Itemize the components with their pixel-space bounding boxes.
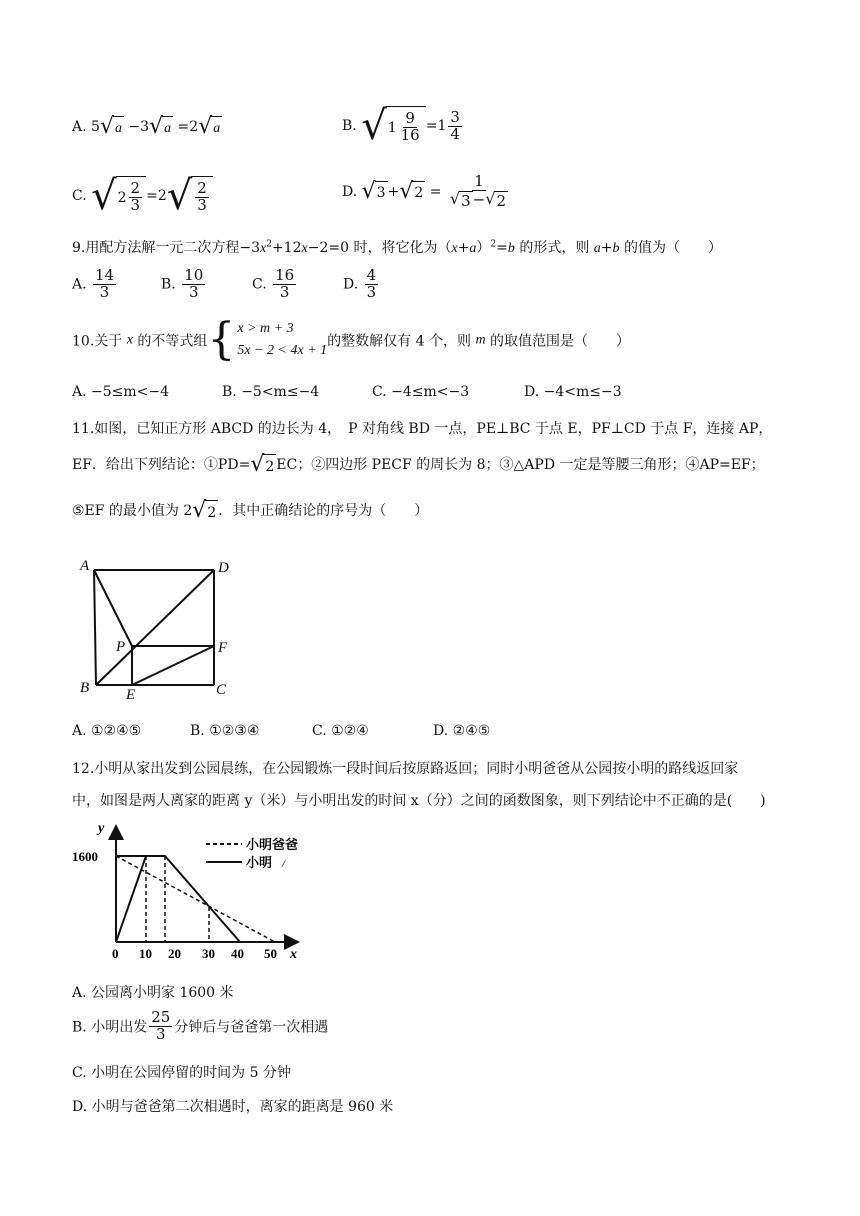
q11-line-1: 11.如图，已知正方形 ABCD 的边长为 4， P 对角线 BD 一点，PE⊥BC 于点 E，PF⊥CD 于点 F，连接 AP， (72, 421, 773, 437)
label-d: D (218, 560, 229, 576)
q9-option-a: A. $\frac{14}{3}$ (72, 266, 115, 301)
q10-option-c: C. −4≤m<−3 (372, 384, 470, 400)
q11-option-d: D. ②④⑤ (433, 723, 491, 739)
segment-ef (132, 646, 214, 685)
q12-option-b: B. 小明出发 $\frac{25}{3}$ 分钟后与爸爸第一次相遇 (72, 1008, 329, 1043)
q11-line-2: EF．给出下列结论：①PD= √ 2 EC；②四边形 PECF 的周长为 8；③△APD 一定是等腰三角形；④AP=EF； (72, 452, 765, 477)
q12-line-1: 12.小明从家出发到公园晨练，在公园锻炼一段时间后按原路返回；同时小明爸爸从公园按小明的路线返回家 (72, 761, 739, 777)
q12-option-d: D. 小明与爸爸第二次相遇时，离家的距离是 960 米 (72, 1099, 394, 1115)
y-tick-1600: 1600 (72, 849, 98, 864)
legend-ming: 小明 (246, 855, 273, 870)
q9-stem: 9.用配方法解一元二次方程$-3x^2+12x-2=0$ 时，将它化为$(x+a)^2=b$ 的形式，则 a+b 的值为（ ） (72, 239, 722, 256)
q11-line-3: ⑤EF 的最小值为 2 √ 2 ．其中正确结论的序号为（ ） (72, 498, 429, 523)
label-f: F (218, 640, 228, 656)
label-e: E (126, 687, 136, 702)
label-a: A (80, 558, 90, 574)
x-tick-30: 30 (202, 946, 215, 961)
q9-option-c: C. $\frac{16}{3}$ (252, 266, 295, 301)
legend-dad: 小明爸爸 (246, 837, 299, 852)
y-axis-label: y (98, 821, 105, 836)
q10-stem: 10.关于 x 的不等式组 { x > m + 3 5x − 2 < 4x + 1 的整数解仅有 4 个，则 m 的取值范围是（ ） (72, 314, 631, 366)
q11-option-b: B. ①②③④ (190, 723, 260, 739)
square-figure (72, 552, 242, 702)
series-ming-line (116, 856, 240, 942)
label-b: B (80, 680, 90, 696)
diagonal-bd (96, 570, 214, 685)
distance-time-graph (70, 818, 320, 968)
q10-option-d: D. −4<m≤−3 (524, 384, 622, 400)
x-tick-10: 10 (139, 946, 152, 961)
q8-option-d: D. √ 3 + √ 2 = 1 √ 3 − √ 2 (342, 172, 506, 210)
q12-option-a: A. 公园离小明家 1600 米 (72, 985, 234, 1001)
q8-option-c: C. √ 2 $\frac{2}{3}$ =2 √ $\frac{2}{3}$ (72, 176, 213, 216)
q8-option-a: A. 5 √ a −3 √ a =2 √ a (72, 114, 221, 139)
side-ab (94, 570, 96, 685)
x-tick-50: 50 (264, 946, 277, 961)
q12-option-c: C. 小明在公园停留的时间为 5 分钟 (72, 1065, 291, 1081)
q10-option-a: A. −5≤m<−4 (72, 384, 170, 400)
x-tick-40: 40 (231, 946, 244, 961)
q9-option-d: D. $\frac{4}{3}$ (343, 266, 377, 301)
x-axis-label: x (290, 947, 297, 962)
legend-mark: / (282, 858, 286, 870)
q11-option-a: A. ①②④⑤ (72, 723, 142, 739)
q12-line-2: 中，如图是两人离家的距离 y（米）与小明出发的时间 x（分）之间的函数图象，则下列结论中不正确的是( ) (72, 793, 766, 809)
label-p: P (116, 639, 126, 655)
q11-option-c: C. ①②④ (312, 723, 369, 739)
q9-option-b: B. $\frac{10}{3}$ (161, 266, 204, 301)
legend (206, 837, 298, 870)
inequality-system: { x > m + 3 5x − 2 < 4x + 1 (207, 314, 328, 366)
segment-ap (94, 570, 132, 646)
x-tick-20: 20 (168, 946, 181, 961)
q10-option-b: B. −5<m≤−4 (222, 384, 320, 400)
q8-option-b: B. √ 1 $\frac{9}{16}$ =1 $\frac{3}{4}$ (342, 103, 460, 149)
label-c: C (216, 682, 227, 698)
x-tick-0: 0 (112, 946, 119, 961)
